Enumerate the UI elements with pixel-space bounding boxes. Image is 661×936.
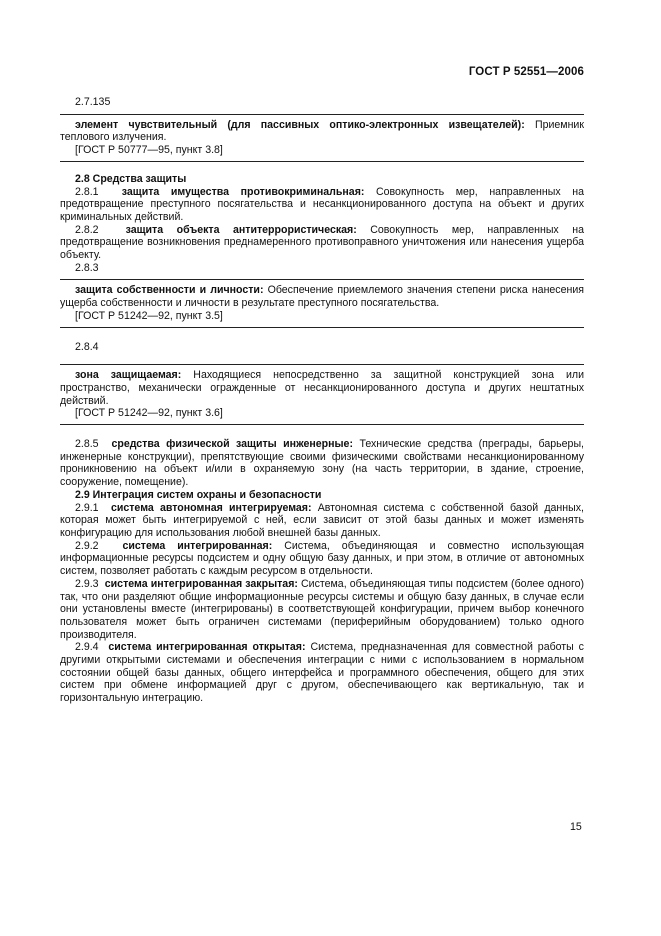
item-number: 2.7.135 [75,96,111,108]
term-2-9-1 [60,502,584,540]
term-2-9-3 [60,578,584,642]
term-name: система интегрированная: [122,539,273,552]
section-title-2-8: 2.8 Средства защиты [75,172,187,185]
item-number: 2.9.2 [75,539,99,552]
document-body [60,96,584,705]
item-number: 2.9.3 [75,577,99,590]
term-box-2-8-3 [60,279,584,327]
term-name: элемент чувствительный (для пассивных оптико-электронных извещателей): [75,118,525,131]
term-2-9-2 [60,540,584,578]
term-2-8-2 [60,224,584,262]
term-definition [60,369,584,407]
term-definition [60,119,584,144]
term-name: защита имущества противокриминальная: [121,185,365,198]
term-2-8-5 [60,438,584,489]
term-definition [60,284,584,309]
item-number: 2.8.5 [75,438,99,451]
item-number: 2.8.1 [75,185,99,198]
definition-text: Обеспечение приемлемого значения степени риска нанесения ущерба собственности и личности в результате преступного посягательства. [60,284,585,310]
term-name: система интегрированная открытая: [108,641,306,654]
term-name: система интегрированная закрытая: [104,577,298,590]
page-number: 15 [570,821,582,833]
term-name: зона защищаемая: [75,369,182,382]
section-title-2-9: 2.9 Интеграция систем охраны и безопасности [75,488,322,501]
term-2-9-4 [60,641,584,705]
item-number: 2.9.1 [75,501,99,514]
item-number: 2.8.3 [75,261,99,274]
term-source: [ГОСТ Р 50777—95, пункт 3.8] [75,144,223,157]
term-name: защита объекта антитеррористическая: [125,223,357,236]
term-box-2-8-4 [60,364,584,425]
item-number: 2.9.4 [75,641,99,654]
definition-text: Приемник теплового излучения. [60,118,584,144]
term-name: система автономная интегрируемая: [110,501,312,514]
definition-text: Совокупность мер, направленных на предотвращение преступного посягательства и несанкционированного доступа на объект и других криминальных действий. [60,185,584,223]
item-number: 2.8.2 [75,223,99,236]
definition-text: Система, предназначенная для совместной работы с другими открытыми системами и обеспечения интеграции с ними с использованием в нормальном состоянии общей базы данных, общего интерфейса и программного обеспечения, общего для этих систем при обмене информацией друг с другом, обеспечивающего как вертикальную, так и горизонтальную интеграцию. [60,641,584,705]
definition-text: Находящиеся непосредственно за защитной конструкцией зона или пространство, механически огражденные от несанкционированного доступа и других нештатных действий. [60,369,584,407]
term-source: [ГОСТ Р 51242—92, пункт 3.5] [75,309,223,322]
term-source: [ГОСТ Р 51242—92, пункт 3.6] [75,407,223,420]
definition-text: Система, объединяющая типы подсистем (более одного) так, что они разделяют общие информационные ресурсы системы и общую базу данных, в случае если они установлены вместе (интегрированы) в соответствующей конфигурации, причем выбор конечного пользователя может быть ограничен системами (периферийным оборудованием) только одного производителя. [60,577,584,641]
definition-text: Автономная система с собственной базой данных, которая может быть интегрируемой с ней, если зависит от этой базы данных и может изменять конфигурацию для использования любой внешней базы данных. [60,501,584,539]
definition-text: Совокупность мер, направленных на предотвращение возникновения преднамеренного противоправного уничтожения или нанесения ущерба объекту. [60,223,584,262]
item-number: 2.8.4 [75,340,99,353]
term-2-8-1 [60,186,584,224]
term-name: защита собственности и личности: [75,284,264,297]
document-header: ГОСТ Р 52551—2006 [468,66,584,78]
definition-text: Технические средства (преграды, барьеры, инженерные конструкции), препятствующие своими физическими свойствами несанкционированному проникновению на объект и/или в охраняемую зону (на часть территории, в здание, строение, сооружение, помещение). [60,438,584,489]
term-box-2-7-135 [60,114,584,162]
term-name: средства физической защиты инженерные: [111,438,353,451]
definition-text: Система, объединяющая и совместно использующая информационные ресурсы подсистем и одну общую базу данных, и при этом, в отличие от автономных систем, позволяет работать с каждым ресурсом в отдельности. [60,539,584,578]
